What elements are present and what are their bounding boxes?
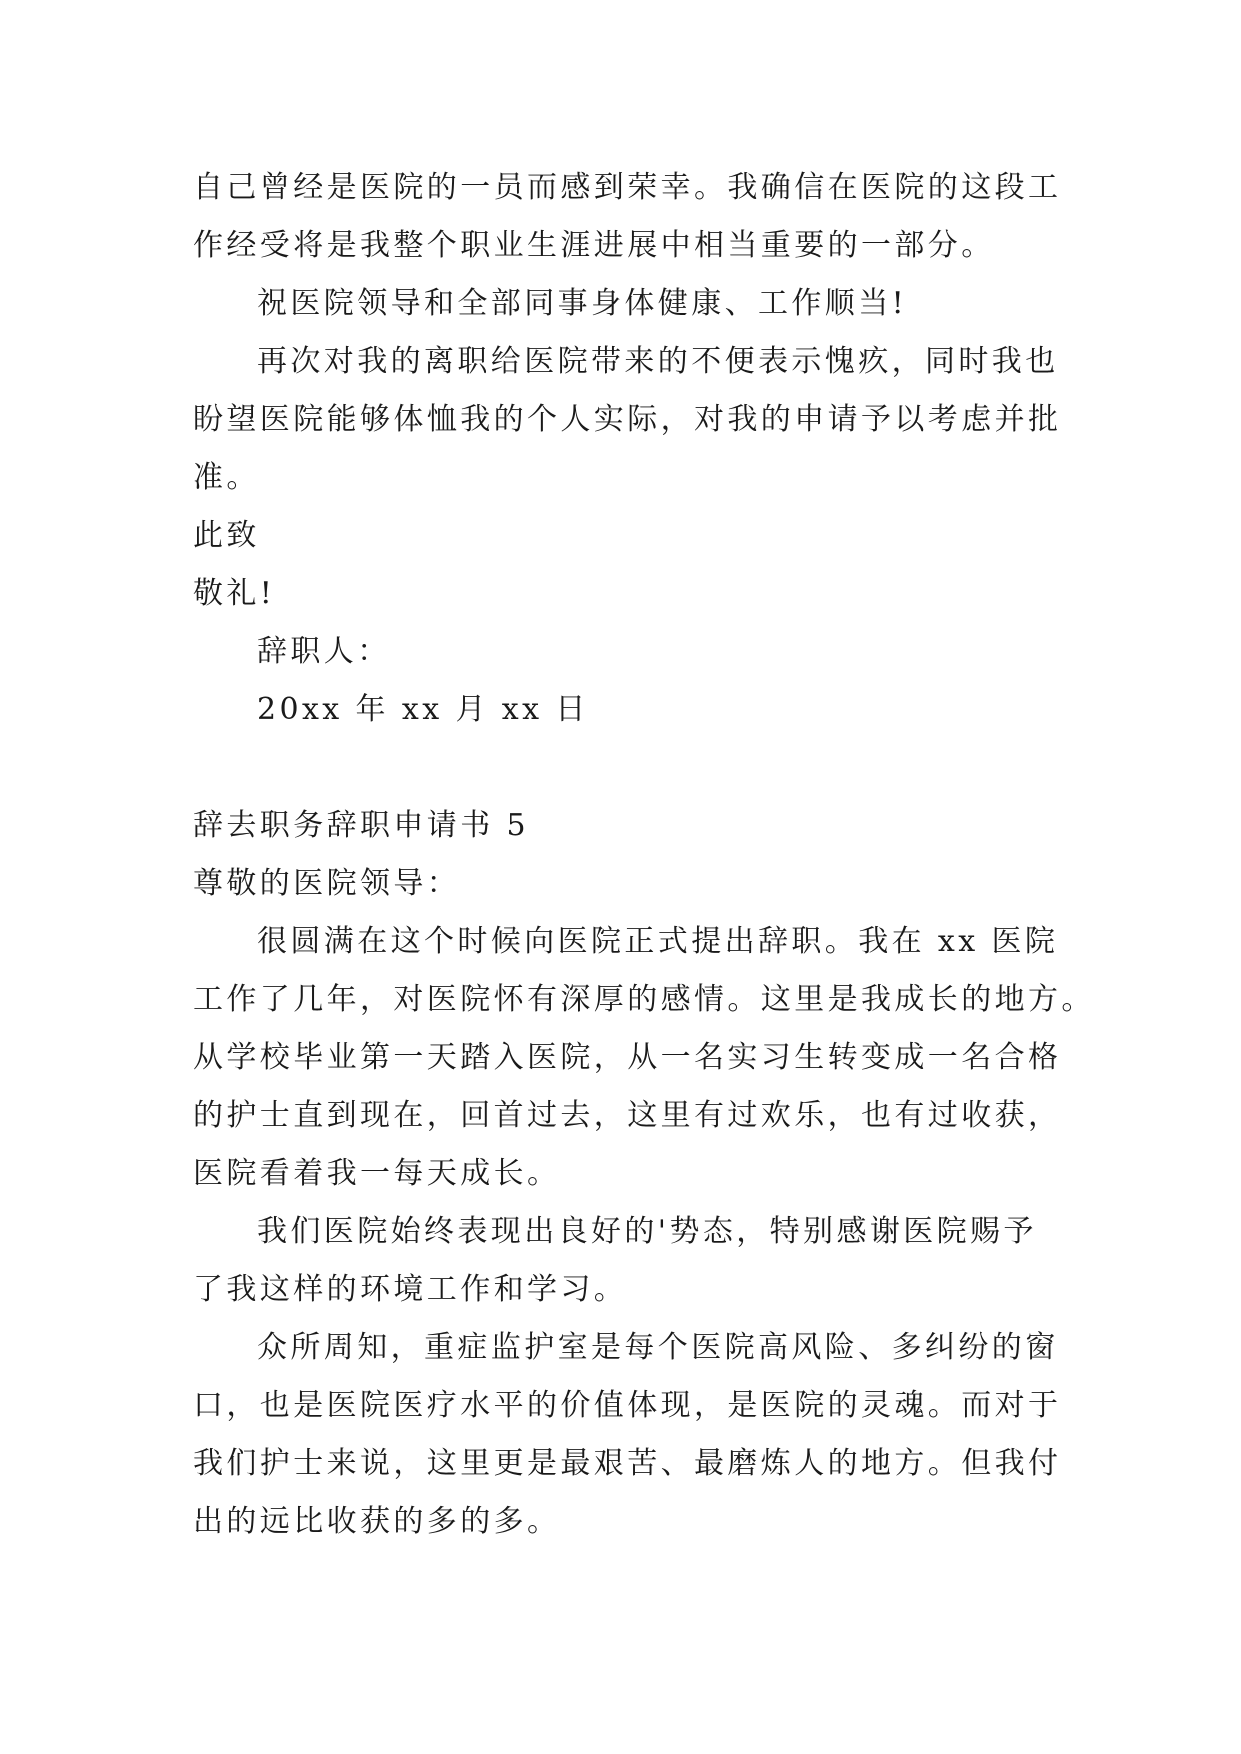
paragraph-line: 很圆满在这个时候向医院正式提出辞职。我在 xx 医院 — [257, 924, 1059, 959]
paragraph-line: 医院看着我一每天成长。 — [193, 1156, 561, 1191]
paragraph-line: 口，也是医院医疗水平的价值体现，是医院的灵魂。而对于 — [193, 1388, 1062, 1423]
paragraph-line: 的护士直到现在，回首过去，这里有过欢乐，也有过收获， — [193, 1098, 1062, 1133]
signature-date: 20xx 年 xx 月 xx 日 — [257, 692, 589, 727]
paragraph-line: 作经受将是我整个职业生涯进展中相当重要的一部分。 — [193, 228, 995, 263]
paragraph-line: 我们护士来说，这里更是最艰苦、最磨炼人的地方。但我付 — [193, 1446, 1062, 1481]
paragraph-line: 出的远比收获的多的多。 — [193, 1504, 561, 1539]
paragraph-line: 了我这样的环境工作和学习。 — [193, 1272, 628, 1307]
paragraph-line: 再次对我的离职给医院带来的不便表示愧疚，同时我也 — [257, 344, 1059, 379]
closing-regards: 敬礼! — [193, 576, 276, 611]
paragraph-line: 准。 — [193, 460, 260, 495]
closing-salutation: 此致 — [193, 518, 260, 553]
blessing-line: 祝医院领导和全部同事身体健康、工作顺当! — [257, 286, 908, 321]
paragraph-line: 盼望医院能够体恤我的个人实际，对我的申请予以考虑并批 — [193, 402, 1062, 437]
paragraph-line: 众所周知，重症监护室是每个医院高风险、多纠纷的窗 — [257, 1330, 1059, 1365]
paragraph-line: 自己曾经是医院的一员而感到荣幸。我确信在医院的这段工 — [193, 170, 1062, 205]
paragraph-line: 我们医院始终表现出良好的'势态，特别感谢医院赐予 — [257, 1214, 1037, 1249]
paragraph-line: 从学校毕业第一天踏入医院，从一名实习生转变成一名合格 — [193, 1040, 1062, 1075]
section-title: 辞去职务辞职申请书 5 — [193, 808, 530, 843]
paragraph-line: 工作了几年，对医院怀有深厚的感情。这里是我成长的地方。 — [193, 982, 1095, 1017]
greeting: 尊敬的医院领导： — [193, 866, 461, 901]
signature-label: 辞职人： — [257, 634, 391, 669]
